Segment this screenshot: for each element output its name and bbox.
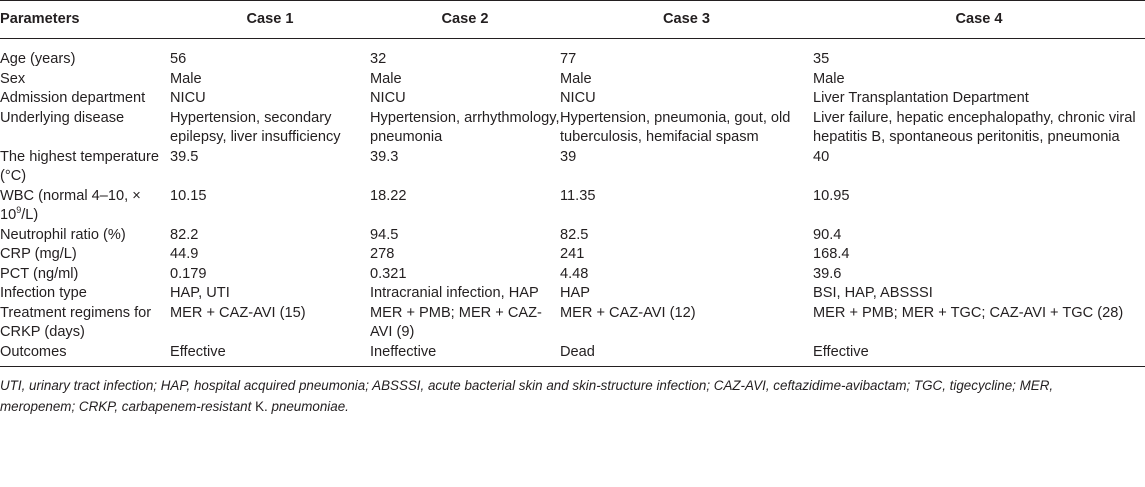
table-cell: Dead <box>560 343 813 367</box>
table-cell: 40 <box>813 148 830 165</box>
table-row <box>0 187 1145 226</box>
table-cell: 39.5 <box>170 148 199 165</box>
table-cell: 94.5 <box>370 226 399 243</box>
table-cell: 82.2 <box>170 226 199 243</box>
table-row <box>0 343 1145 367</box>
table-row <box>0 284 1145 304</box>
table-cell: NICU <box>370 90 406 106</box>
table-cell: MER + CAZ-AVI (15) <box>170 304 306 321</box>
row-label: Outcomes <box>0 343 170 367</box>
table-cell: 168.4 <box>813 246 850 262</box>
table-cell: 90.4 <box>813 226 842 243</box>
table-cell: 32 <box>370 51 387 67</box>
table-cell: Effective <box>813 343 1145 367</box>
table-cell: NICU <box>170 90 206 106</box>
table-cell: BSI, HAP, ABSSSI <box>813 285 933 301</box>
row-label: Treatment regimens for CRKP (days) <box>0 304 152 340</box>
header-row <box>0 1 1145 39</box>
table-cell: MER + PMB; MER + TGC; CAZ-AVI + TGC (28) <box>813 304 1124 321</box>
table-row <box>0 89 1145 109</box>
table-row <box>0 304 1145 343</box>
table-cell: 39.3 <box>370 148 399 165</box>
row-label: PCT (ng/ml) <box>0 265 79 282</box>
table-cell: 39.6 <box>813 265 842 282</box>
table-cell: 10.95 <box>813 187 850 204</box>
row-label-superscript: 9 <box>16 205 22 216</box>
table-cell: Hypertension, secondary epilepsy, liver insufficiency <box>170 109 341 145</box>
table-cell: Male <box>813 70 845 87</box>
footnote-genus: K. <box>255 399 268 414</box>
table-cell: 0.321 <box>370 265 407 282</box>
table-row <box>0 70 1145 90</box>
table-cell: 278 <box>370 246 395 262</box>
header-case-3: Case 3 <box>560 1 813 39</box>
row-label: The highest temperature (°C) <box>0 148 159 184</box>
header-case-2: Case 2 <box>370 1 560 39</box>
table-cell: 56 <box>170 51 187 67</box>
table-cell: 241 <box>560 246 585 262</box>
table-cell: Hypertension, arrhythmology, pneumonia <box>370 109 560 145</box>
row-label: Underlying disease <box>0 109 125 126</box>
table-cell: 11.35 <box>560 187 596 204</box>
table-cell: Liver Transplantation Department <box>813 90 1029 106</box>
table-cell: Male <box>170 70 202 87</box>
row-label-prefix: WBC (normal 4–10, × 10 <box>0 187 141 223</box>
table-cell: 82.5 <box>560 226 589 243</box>
table-cell: 35 <box>813 51 830 67</box>
table-cell: 4.48 <box>560 265 589 282</box>
table-row <box>0 226 1145 246</box>
row-label: Age (years) <box>0 51 76 67</box>
row-label: CRP (mg/L) <box>0 246 77 262</box>
row-label-suffix: /L) <box>21 207 39 223</box>
footnote-text: UTI, urinary tract infection; HAP, hospital acquired pneumonia; ABSSSI, acute bacterial skin and skin-structure infection; CAZ-AVI, ceftazidime-avibactam; TGC, tigecycline; MER, meropenem; CRKP, carbapenem-resistant <box>0 378 1054 414</box>
table-cell: 77 <box>560 51 577 67</box>
row-label: Infection type <box>0 285 87 301</box>
row-label: Sex <box>0 70 26 87</box>
table-cell: 10.15 <box>170 187 207 204</box>
table-row <box>0 39 1145 70</box>
header-parameters: Parameters <box>0 1 170 39</box>
header-case-1: Case 1 <box>170 1 370 39</box>
table-cell: Liver failure, hepatic encephalopathy, chronic viral hepatitis B, spontaneous peritonitis, pneumonia <box>813 109 1136 145</box>
header-case-4: Case 4 <box>813 1 1145 39</box>
table-cell: MER + PMB; MER + CAZ-AVI (9) <box>370 304 542 340</box>
table-cell: Male <box>370 70 402 87</box>
row-label <box>0 187 170 226</box>
table-row <box>0 265 1145 285</box>
table-cell: 18.22 <box>370 187 407 204</box>
table-row <box>0 148 1145 187</box>
row-label: Admission department <box>0 90 146 106</box>
footnote-species: pneumoniae. <box>271 399 349 414</box>
table-row <box>0 245 1145 265</box>
table-cell: 0.179 <box>170 265 207 282</box>
table-cell: Intracranial infection, HAP <box>370 285 539 301</box>
table-cell: Hypertension, pneumonia, gout, old tuberculosis, hemifacial spasm <box>560 109 791 145</box>
table-cell: Effective <box>170 343 370 367</box>
table-cell: Ineffective <box>370 343 560 367</box>
table-footnote <box>0 375 1130 417</box>
table-cell: 39 <box>560 148 577 165</box>
table-cell: NICU <box>560 90 596 106</box>
table-cell: HAP <box>560 285 591 301</box>
table-cell: HAP, UTI <box>170 285 230 301</box>
table-cell: MER + CAZ-AVI (12) <box>560 304 696 321</box>
table-cell: Male <box>560 70 592 87</box>
table-row <box>0 109 1145 148</box>
row-label: Neutrophil ratio (%) <box>0 226 126 243</box>
table-cell: 44.9 <box>170 246 199 262</box>
